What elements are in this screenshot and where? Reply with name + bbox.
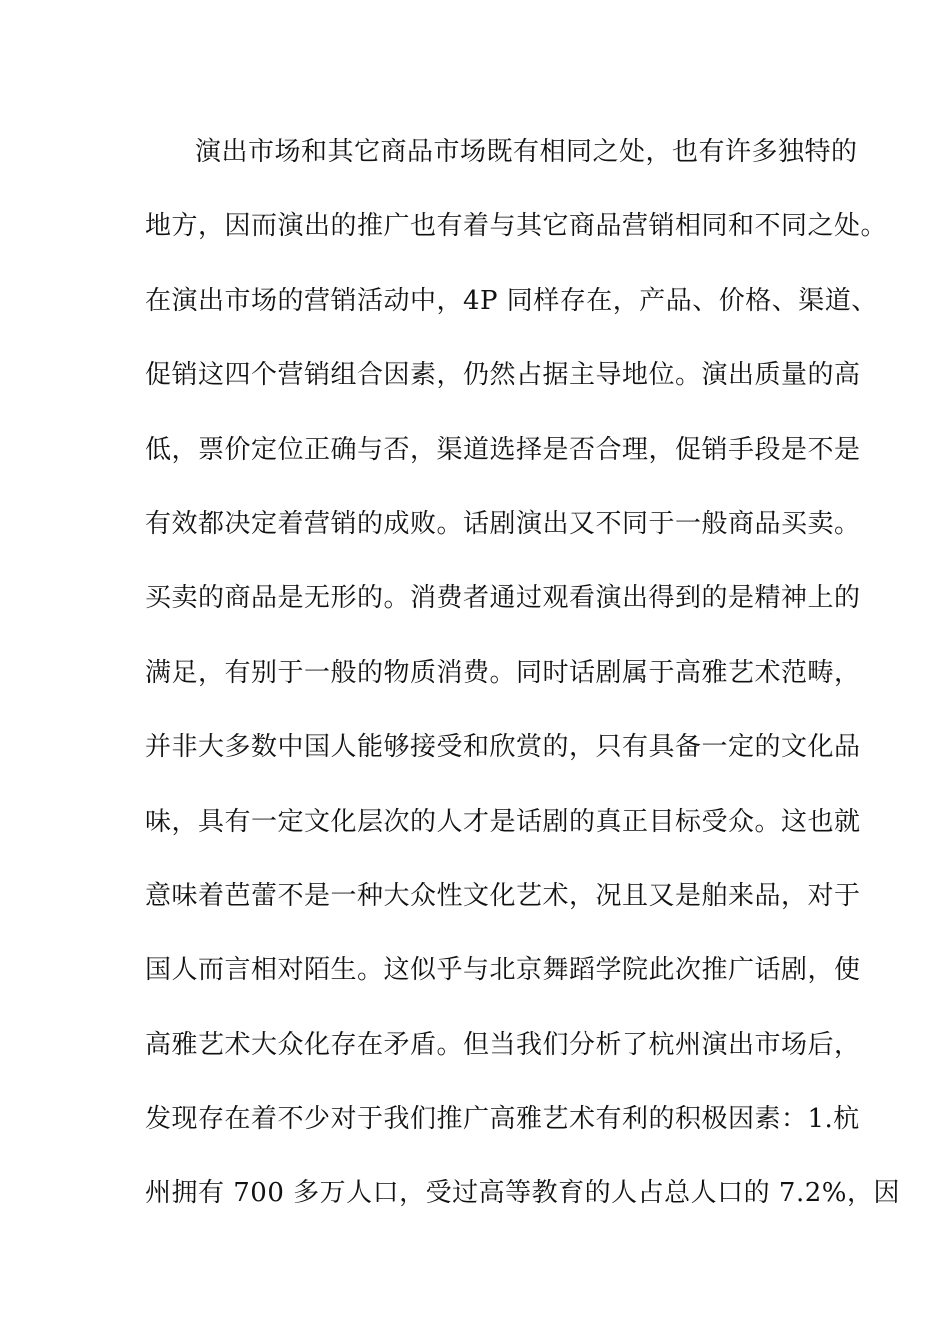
text-line: 国人而言相对陌生。这似乎与北京舞蹈学院此次推广话剧，使 bbox=[145, 955, 861, 986]
text-line: 并非大多数中国人能够接受和欣赏的，只有具备一定的文化品 bbox=[145, 732, 861, 763]
text-line: 演出市场和其它商品市场既有相同之处，也有许多独特的 bbox=[195, 137, 858, 167]
text-line: 低，票价定位正确与否，渠道选择是否合理，促销手段是不是 bbox=[145, 434, 861, 465]
body-paragraph bbox=[145, 130, 900, 1246]
text-line: 意味着芭蕾不是一种大众性文化艺术，况且又是舶来品，对于 bbox=[145, 880, 861, 911]
text-line: 买卖的商品是无形的。消费者通过观看演出得到的是精神上的 bbox=[145, 583, 861, 614]
text-line: 味，具有一定文化层次的人才是话剧的真正目标受众。这也就 bbox=[145, 806, 861, 837]
text-line: 发现存在着不少对于我们推广高雅艺术有利的积极因素：1.杭 bbox=[145, 1104, 860, 1135]
text-line: 满足，有别于一般的物质消费。同时话剧属于高雅艺术范畴， bbox=[145, 657, 861, 688]
text-line: 高雅艺术大众化存在矛盾。但当我们分析了杭州演出市场后， bbox=[145, 1029, 861, 1060]
text-line: 促销这四个营销组合因素，仍然占据主导地位。演出质量的高 bbox=[145, 360, 861, 391]
text-line: 州拥有 700 多万人口，受过高等教育的人占总人口的 7.2%，因 bbox=[145, 1178, 900, 1209]
text-line: 有效都决定着营销的成败。话剧演出又不同于一般商品买卖。 bbox=[145, 508, 861, 539]
text-line: 地方，因而演出的推广也有着与其它商品营销相同和不同之处。 bbox=[145, 211, 888, 242]
text-line: 在演出市场的营销活动中，4P 同样存在，产品、价格、渠道、 bbox=[145, 285, 878, 316]
